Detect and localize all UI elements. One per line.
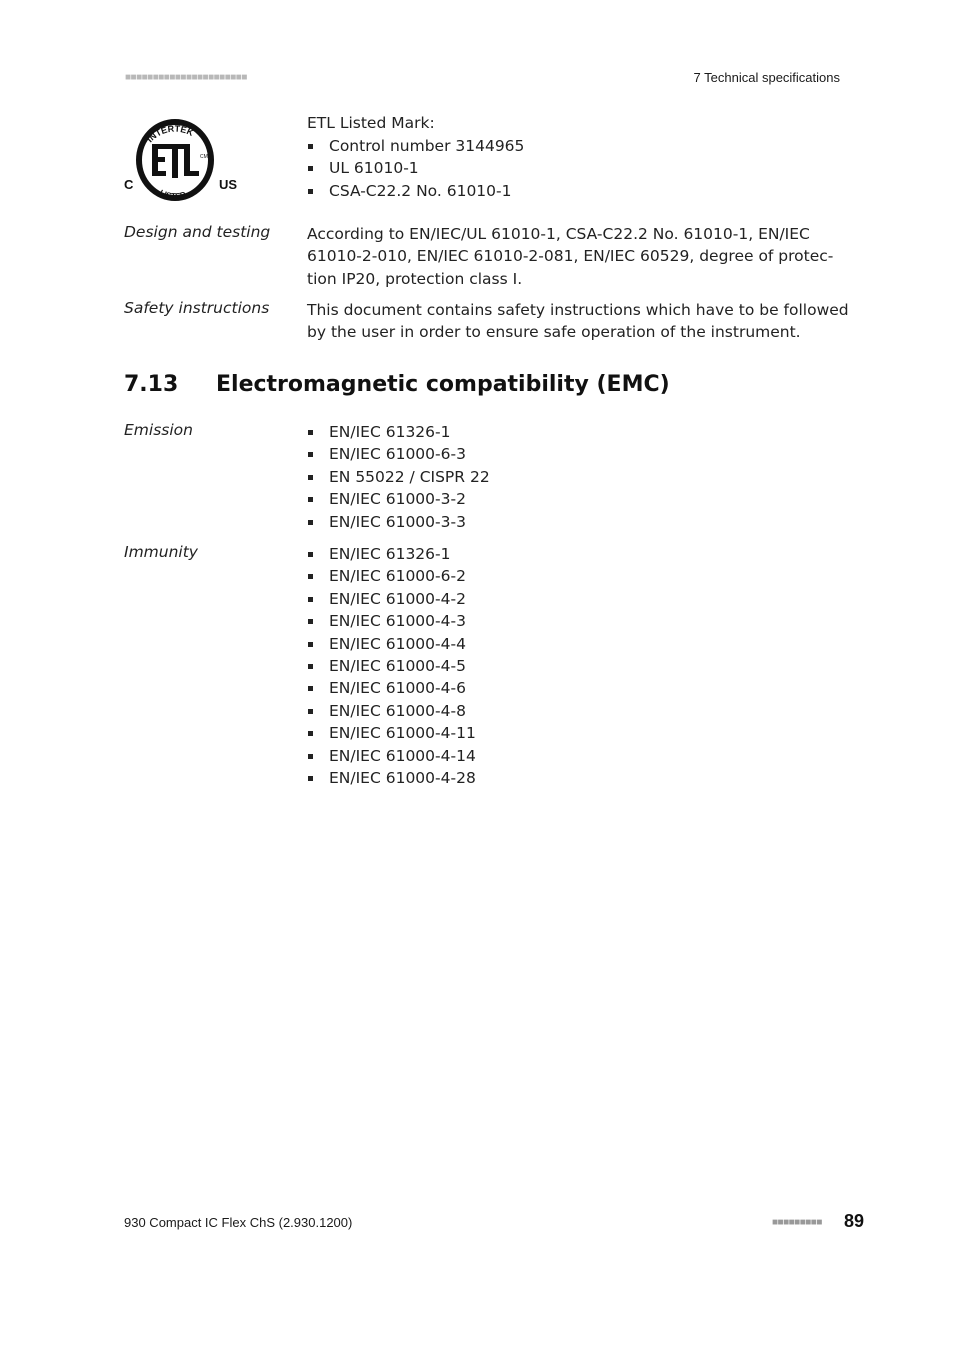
- list-item: EN/IEC 61000-4-6: [307, 677, 476, 699]
- list-item: EN/IEC 61000-4-14: [307, 745, 476, 767]
- list-item: EN/IEC 61000-4-5: [307, 655, 476, 677]
- etl-listed-mark-logo: [122, 114, 242, 208]
- etl-logo-icon: [122, 114, 242, 208]
- list-item: EN/IEC 61000-4-3: [307, 610, 476, 632]
- footer-dots: ■■■■■■■■■: [772, 1217, 822, 1228]
- text-line: According to EN/IEC/UL 61010-1, CSA-C22.2 No. 61010-1, EN/IEC: [307, 225, 810, 243]
- design-testing-label: Design and testing: [124, 223, 271, 241]
- page-number: 89: [844, 1211, 865, 1231]
- section-heading: [124, 372, 670, 397]
- list-item: EN/IEC 61000-4-4: [307, 633, 476, 655]
- list-item: EN/IEC 61000-3-3: [307, 511, 490, 533]
- etl-logo-cm: CM: [200, 154, 208, 160]
- emission-label: Emission: [124, 421, 193, 439]
- list-item: CSA-C22.2 No. 61010-1: [307, 180, 524, 202]
- immunity-label: Immunity: [124, 543, 198, 561]
- etl-logo-us: US: [219, 177, 238, 192]
- etl-mark-list: [307, 135, 524, 202]
- list-item: EN/IEC 61000-4-8: [307, 700, 476, 722]
- list-item: EN/IEC 61000-3-2: [307, 488, 490, 510]
- text-line: This document contains safety instructions which have to be followed: [307, 301, 849, 319]
- list-item: EN/IEC 61000-6-3: [307, 443, 490, 465]
- etl-mark-title: ETL Listed Mark:: [307, 114, 435, 132]
- safety-instructions-label: Safety instructions: [124, 299, 270, 317]
- design-testing-text: [307, 223, 833, 290]
- list-item: EN/IEC 61000-4-11: [307, 722, 476, 744]
- etl-logo-top-text: INTERTEK: [144, 123, 196, 145]
- text-line: 61010-2-010, EN/IEC 61010-2-081, EN/IEC 60529, degree of protec-: [307, 247, 834, 266]
- text-line: tion IP20, protection class I.: [307, 269, 523, 288]
- text-line: by the user in order to ensure safe operation of the instrument.: [307, 323, 801, 342]
- header-dots: ■■■■■■■■■■■■■■■■■■■■■■: [125, 72, 247, 83]
- list-item: EN/IEC 61000-4-28: [307, 767, 476, 789]
- list-item: EN/IEC 61326-1: [307, 543, 476, 565]
- safety-instructions-text: [307, 299, 849, 344]
- list-item: EN/IEC 61000-4-2: [307, 588, 476, 610]
- list-item: EN 55022 / CISPR 22: [307, 466, 490, 488]
- list-item: Control number 3144965: [307, 135, 524, 157]
- header-section-title: 7 Technical specifications: [693, 70, 840, 85]
- list-item: UL 61010-1: [307, 157, 524, 179]
- immunity-list: [307, 543, 476, 789]
- list-item: EN/IEC 61326-1: [307, 421, 490, 443]
- etl-logo-bottom-text: LISTED: [158, 188, 188, 201]
- section-title: Electromagnetic compatibility (EMC): [216, 372, 670, 397]
- etl-logo-c: C: [124, 177, 134, 192]
- section-number: 7.13: [124, 372, 179, 397]
- emission-list: [307, 421, 490, 533]
- footer-document-title: 930 Compact IC Flex ChS (2.930.1200): [124, 1215, 353, 1230]
- list-item: EN/IEC 61000-6-2: [307, 565, 476, 587]
